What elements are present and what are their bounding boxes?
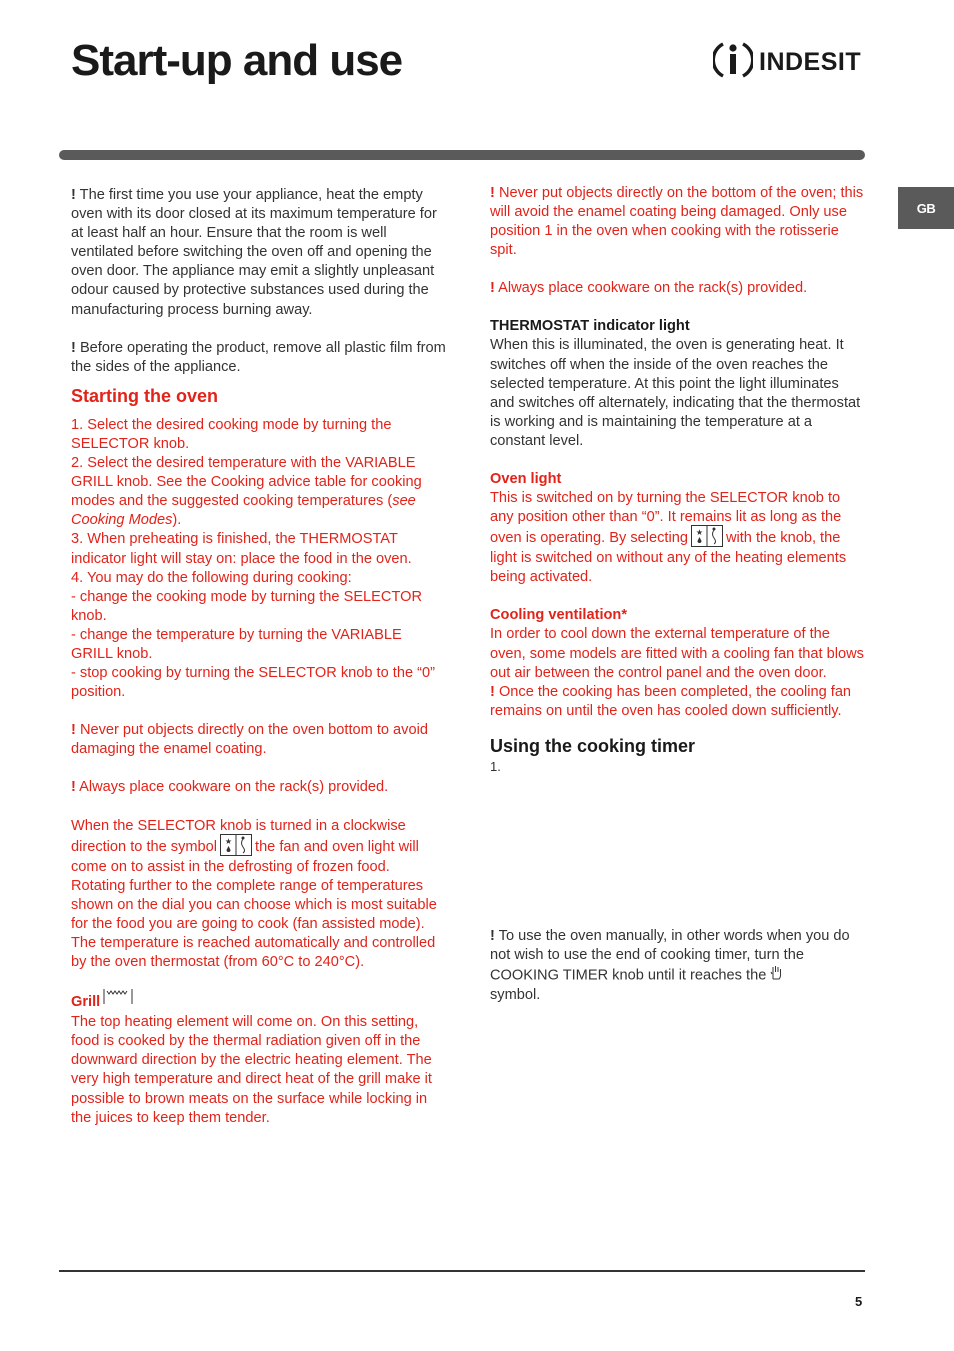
fan-assisted-paragraph: When the SELECTOR knob is turned in a clockwise direction to the symbol ★ the fan and oven light will come on to assist in the defrosting of frozen food. Rotating further to the complete range of temperatures shown on the dial you can choose which is most suitable for the food you are going to cook (fan assisted mode). The temperature is reached automatically and controlled by the oven thermostat (from 60°C to 240°C). (71, 817, 437, 971)
cooking-timer-step-1: 1. (490, 758, 501, 774)
grill-element-icon (103, 988, 133, 1010)
right-column (490, 184, 864, 1005)
warning-bottom-of-oven: ! Never put objects directly on the bottom of the oven; this will avoid the enamel coating being damaged. Only use position 1 in the oven when cooking with the rotisserie spit. (490, 185, 864, 259)
step-3: 3. When preheating is finished, the THERMOSTAT indicator light will stay on: place the food in the oven. (71, 531, 412, 567)
grill-heading: Grill (71, 991, 447, 1013)
brand-logo (713, 38, 861, 87)
cooling-ventilation-heading: Cooling ventilation* (490, 607, 628, 624)
page-number: 5 (855, 1294, 863, 1309)
defrost-light-symbol-icon (220, 834, 252, 856)
cooking-timer-heading: Using the cooking timer (490, 735, 696, 756)
cooling-warning: ! Once the cooking has been completed, the cooling fan remains on until the oven has cooled down sufficiently. (490, 683, 852, 719)
plastic-film-note: ! Before operating the product, remove all plastic film from the sides of the appliance. (71, 339, 446, 375)
starting-steps (71, 416, 447, 1128)
step-1: 1. Select the desired cooking mode by turning the SELECTOR knob. (71, 416, 392, 452)
step-4-c: - stop cooking by turning the SELECTOR knob to the “0” position. (71, 665, 435, 701)
warning-cookware-right: ! Always place cookware on the rack(s) provided. (490, 280, 808, 297)
indesit-logo-icon (713, 38, 753, 87)
svg-text:★: ★ (695, 528, 704, 538)
page-title: Start-up and use (71, 36, 403, 85)
step-2: 2. Select the desired temperature with the VARIABLE GRILL knob. See the Cooking advice table for cooking modes and the suggested cooking temperatures (see Cooking Modes). (71, 455, 422, 529)
brand-wordmark: INDESIT (759, 48, 862, 76)
cooling-ventilation-text: In order to cool down the external temperature of the oven, some models are fitted with a cooling fan that blows out air between the control panel and the oven door. (490, 626, 864, 681)
svg-text:★: ★ (224, 836, 233, 846)
language-tab: GB (898, 187, 954, 229)
timer-blank-space (490, 776, 864, 927)
step-4-b: - change the temperature by turning the VARIABLE GRILL knob. (71, 626, 402, 662)
step-4: 4. You may do the following during cooking: (71, 569, 352, 586)
left-column (71, 186, 447, 1128)
starting-oven-heading: Starting the oven (71, 385, 219, 406)
footer-divider (59, 1270, 865, 1272)
hand-symbol-icon (770, 965, 782, 986)
warning-oven-bottom: ! Never put objects directly on the oven bottom to avoid damaging the enamel coating. (71, 722, 428, 758)
thermostat-text: When this is illuminated, the oven is generating heat. It switches off when the inside of the oven reaches the selected temperature. At this point the light illuminates and switches off alternately, indicating that the thermostat is working and is maintaining the temperature at a constant level. (490, 337, 861, 449)
intro-paragraph: ! The first time you use your appliance, heat the empty oven with its door closed at its maximum temperature for at least half an hour. Ensure that the room is well ventilated before switching the oven off and opening the oven door. The appliance may emit a slightly unpleasant odour caused by protective substances used during the manufacturing process burning away. (71, 187, 437, 318)
thermostat-heading: THERMOSTAT indicator light (490, 318, 690, 335)
manual-use-note: ! To use the oven manually, in other words when you do not wish to use the end of cooking timer, turn the COOKING TIMER knob until it reaches the symbol. (490, 927, 850, 1004)
warning-cookware: ! Always place cookware on the rack(s) provided. (71, 779, 389, 796)
header-divider (59, 150, 865, 160)
oven-light-heading: Oven light (490, 471, 562, 488)
grill-text: The top heating element will come on. On this setting, food is cooked by the thermal radiation given off in the downward direction by the electric heating element. The very high temperature and direct heat of the grill make it possible to brown meats on the surface while locking in the juices to keep them tender. (71, 1014, 432, 1126)
step-4-a: - change the cooking mode by turning the SELECTOR knob. (71, 588, 422, 624)
defrost-light-symbol-icon (691, 525, 723, 547)
oven-light-text: This is switched on by turning the SELECTOR knob to any position other than “0”. It remains lit as long as the oven is operating. By selecting ★ with the knob, the light is switched on without any of the heating elements being activated. (490, 490, 847, 586)
